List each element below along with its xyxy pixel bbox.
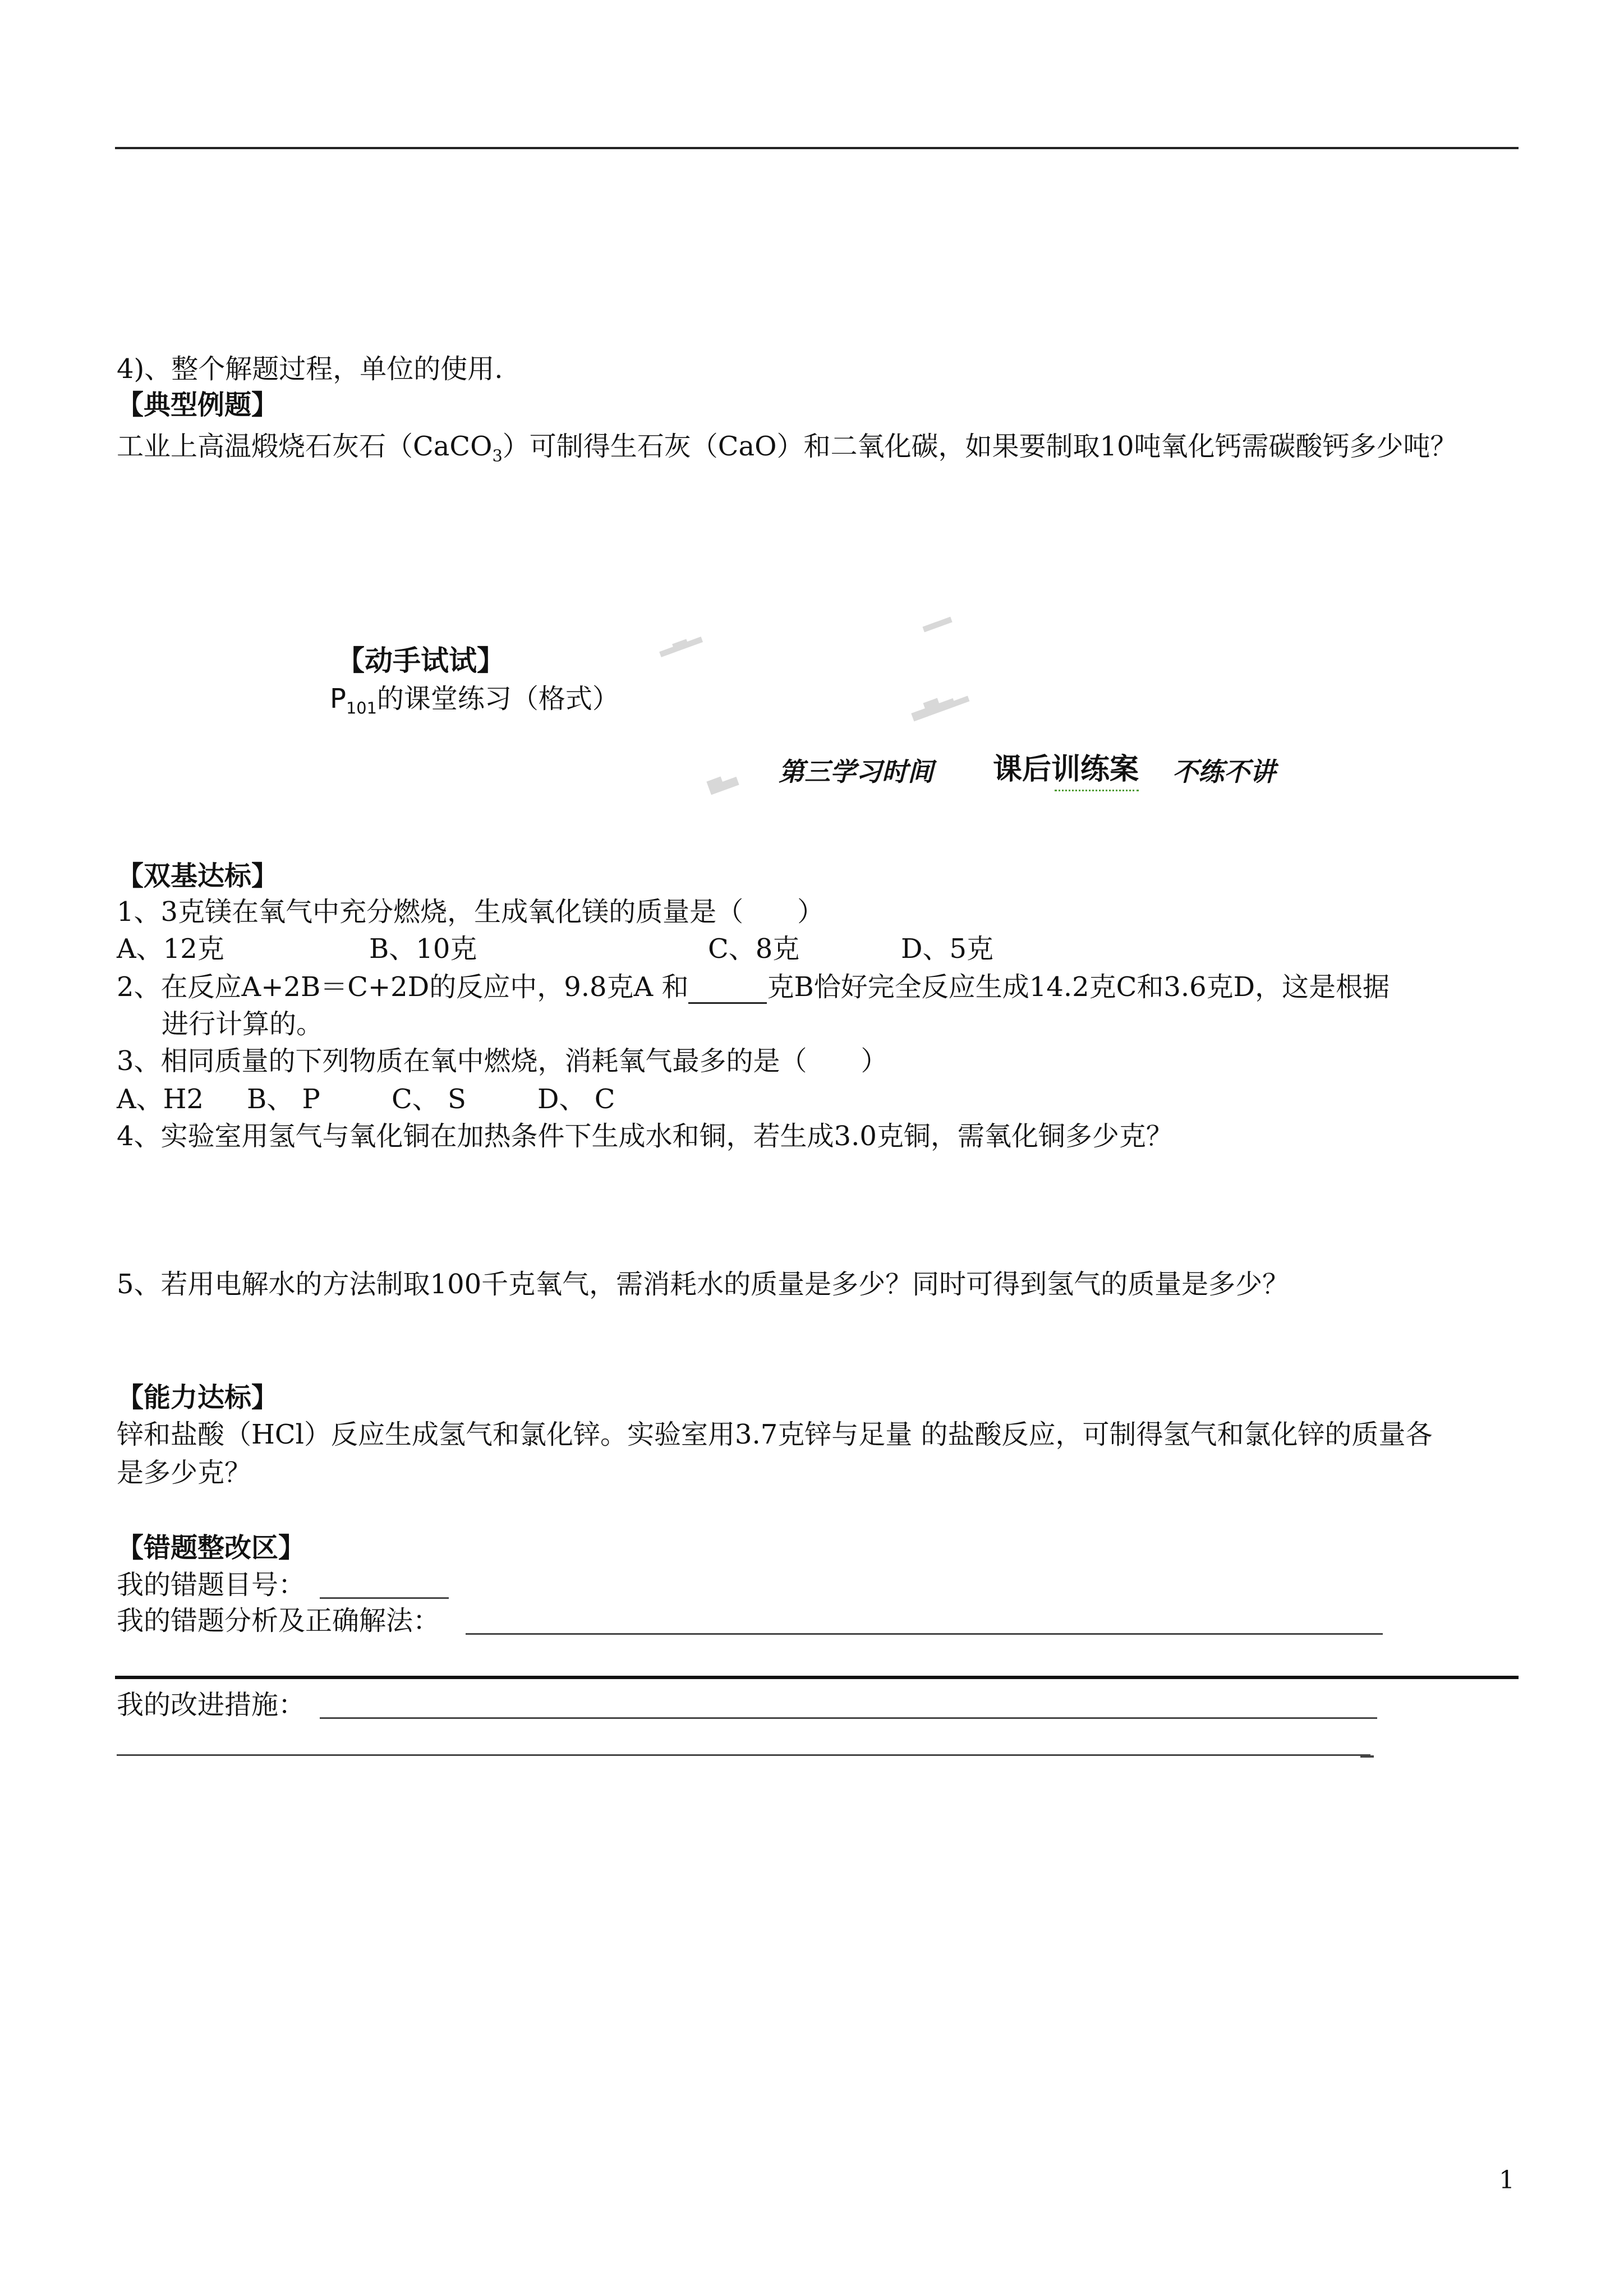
basics-q4: 4、实验室用氢气与氧化铜在加热条件下生成水和铜，若生成3.0克铜，需氧化铜多少克？ (117, 1121, 1173, 1152)
basics-q3: 3、相同质量的下列物质在氧中燃烧，消耗氧气最多的是（ ） (117, 1045, 888, 1077)
basics-q2 (117, 970, 1390, 1004)
ability-line1: 锌和盐酸（HCl）反应生成氢气和氯化锌。实验室用3.7克锌与足量 的盐酸反应，可制得氢气和氯化锌的质量各 (117, 1419, 1433, 1450)
basics-q2-blank (688, 975, 767, 1004)
basics-q1-option-d: D、5克 (901, 933, 994, 965)
errors-improve-underline[interactable] (320, 1717, 1377, 1719)
basics-q3-option-a: A、H2 (117, 1084, 204, 1115)
banner-right: 不练不讲 (1172, 757, 1276, 787)
banner-middle: 课后训练案 (993, 753, 1139, 786)
banner-squiggle (1055, 786, 1139, 791)
ability-line2: 是多少克？ (117, 1457, 252, 1488)
basics-q2-post: 克B恰好完全反应生成14.2克C和3.6克D，这是根据 (767, 971, 1390, 1003)
errors-heading: 【错题整改区】 (117, 1532, 306, 1564)
basics-q2-pre: 2、在反应A+2B＝C+2D的反应中，9.8克A 和 (117, 971, 689, 1003)
example-question-pre: 工业上高温煅烧石灰石（CaCO (117, 431, 493, 462)
basics-heading: 【双基达标】 (117, 860, 279, 892)
watermark-mark: ▂▂ (917, 601, 953, 633)
watermark-mark: ▅▃ (703, 764, 739, 795)
basics-q1: 1、3克镁在氧气中充分燃烧，生成氧化镁的质量是（ ） (117, 896, 825, 928)
basics-q5: 5、若用电解水的方法制取100千克氧气，需消耗水的质量是多少？同时可得到氢气的质量是多少？ (117, 1269, 1290, 1300)
try-it-sub: 101 (346, 698, 377, 718)
section-rule (115, 1676, 1519, 1679)
example-question (117, 430, 1457, 473)
watermark-mark: ▃▅▃▂ (907, 680, 970, 722)
errors-improve-underline-2[interactable] (117, 1754, 1370, 1756)
watermark-mark: ▂▃▂ (654, 621, 703, 658)
errors-improve-label: 我的改进措施： (117, 1689, 306, 1721)
ability-heading: 【能力达标】 (117, 1382, 279, 1413)
errors-analysis-underline[interactable] (466, 1633, 1383, 1635)
basics-q1-option-c: C、8克 (708, 933, 800, 965)
errors-num-underline[interactable] (320, 1597, 449, 1599)
basics-q3-option-d: D、 C (537, 1084, 615, 1115)
try-it-p: P (330, 683, 346, 714)
example-question-post: ）可制得生石灰（CaO）和二氧化碳，如果要制取10吨氧化钙需碳酸钙多少吨？ (502, 431, 1457, 462)
try-it-line (330, 682, 619, 725)
errors-num-label: 我的错题目号： (117, 1569, 306, 1601)
banner-left: 第三学习时间 (779, 757, 933, 787)
header-rule (115, 147, 1519, 149)
basics-q3-option-b: B、 P (247, 1084, 320, 1115)
item-4-text: 4)、整个解题过程，单位的使用. (117, 353, 503, 385)
example-heading: 【典型例题】 (117, 389, 279, 421)
basics-q1-option-a: A、12克 (117, 933, 224, 965)
basics-q1-option-b: B、10克 (369, 933, 477, 965)
errors-analysis-label: 我的错题分析及正确解法： (117, 1605, 440, 1636)
page-number: 1 (1499, 2166, 1515, 2194)
errors-improve-underline-end (1360, 1755, 1374, 1758)
try-it-rest: 的课堂练习（格式） (376, 683, 619, 714)
basics-q2-cont: 进行计算的。 (162, 1008, 324, 1040)
basics-q3-option-c: C、 S (392, 1084, 466, 1115)
try-it-heading: 【动手试试】 (337, 644, 505, 677)
example-question-sub: 3 (492, 446, 503, 465)
